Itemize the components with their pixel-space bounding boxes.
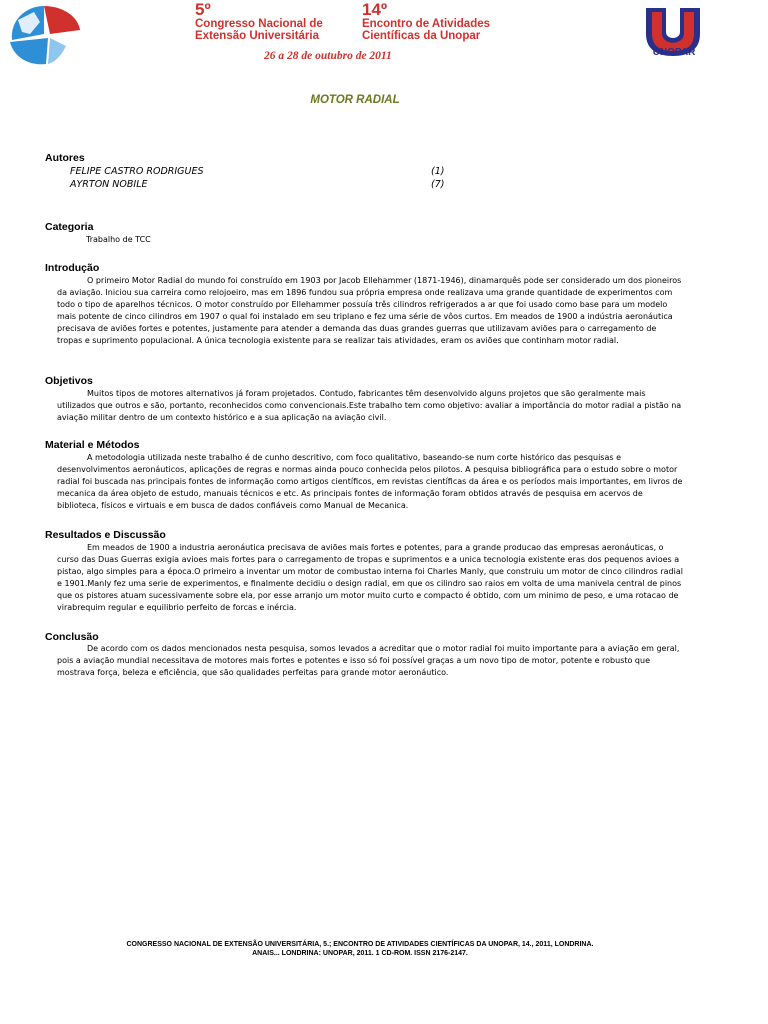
authors-heading: Autores <box>45 152 85 164</box>
author-ref: (7) <box>431 179 445 190</box>
paper-title: MOTOR RADIAL <box>310 94 400 106</box>
section-body-resultados: Em meados de 1900 a industria aeronáutica precisava de aviões mais fortes e potentes, para a grande producao das empresas aeronáuticas, o curso das Duas Guerras exigia avioes mais fortes para o carregamento de tropas e suprimentos e a unica tecnologia existente eras dos pequenos avioes a pistao, algo simples para a época.O primeiro a inventar um motor de combustao interna foi Charles Manly, que construiu um motor de cinco cilindros radial e 1901.Manly fez uma serie de experimentos, e finalmente decidiu o design radial, em que os cilindro sao raios em volta de uma manivela central de pinos que os pistores atuam sucessivamente sobre ela, por esse arranjo um motor muito curto e compacto é obtido, com um minimo de peso, e uma rotacao de virabrequim regular e equilibrio perfeito de forcas e inércia. <box>57 543 683 612</box>
footer-line-2: ANAIS... LONDRINA: UNOPAR, 2011. 1 CD-ROM. ISSN 2176-2147. <box>252 950 468 957</box>
encontro-line-1: Encontro de Atividades <box>362 18 491 30</box>
congress-line-2: Extensão Universitária <box>195 30 320 42</box>
page-header <box>0 0 768 80</box>
section-heading-conclusao: Conclusão <box>45 631 99 643</box>
section-heading-resultados: Resultados e Discussão <box>45 529 166 541</box>
section-heading-material-metodos: Material e Métodos <box>45 439 140 451</box>
congress-number: 5º <box>195 0 211 19</box>
congress-block <box>195 2 335 42</box>
author-ref: (1) <box>431 166 445 177</box>
section-body-material-metodos: A metodologia utilizada neste trabalho é de cunho descritivo, com foco qualitativo, baseando-se num corte histórico das pesquisas e desenvolvimentos aeronáuticos, aplicações de regras e normas ainda pouco conhecida pelos pilotos. A pesquisa bibliográfica para o estudo sobre o motor radial foi buscada nas principais fontes de informação como artigos científicos, em revistas científicas da área e os períodos mais importantes, em livros de mecanica da área objeto de estudo, manuais técnicos e etc. As principais fontes de informação foram obtidos através de pesquisa em acervos de biblioteca, físicos e virtuais e em busca de dados confiáveis como Manual de Mecanica. <box>57 453 683 510</box>
section-heading-introducao: Introdução <box>45 262 100 274</box>
section-body-objetivos: Muitos tipos de motores alternativos já foram projetados. Contudo, fabricantes têm desenvolvido alguns projetos que são geralmente mais utilizados que outros e são, portanto, reconhecidos como convencionais.Este trabalho tem como objetivo: avaliar a importância do motor radial a pistão na aviação militar dentro de um contexto histórico e a sua aplicação na aviação civil. <box>57 389 682 422</box>
section-heading-objetivos: Objetivos <box>45 375 93 387</box>
congress-logo-icon <box>4 0 82 66</box>
encontro-line-2: Científicas da Unopar <box>362 30 481 42</box>
footer-line-1: CONGRESSO NACIONAL DE EXTENSÃO UNIVERSITÁRIA, 5.; ENCONTRO DE ATIVIDADES CIENTÍFICAS DA UNOPAR, 14., 2011, LONDRINA. <box>126 941 594 948</box>
author-name: AYRTON NOBILE <box>70 179 148 190</box>
section-body-introducao: O primeiro Motor Radial do mundo foi construído em 1903 por Jacob Ellehammer (1871-1946), dinamarquês pode ser considerado um dos pioneiros da aviação. Iniciou sua carreira como relojoeiro, mas em 1896 fundou sua própria empresa onde realizava uma grande quantidade de experimentos com todo o tipo de aparelhos técnicos. O motor construído por Ellehammer possuía três cilindros refrigerados a ar que foi usado como base para um modelo mais potente de cinco cilindros em 1907 o qual foi instalado em seu triplano e fez uma série de vôos curtos. Em meados de 1900 a indústria aeronáutica precisava de aviões fortes e potentes, justamente para atender a demanda das duas grandes guerras que utilizavam aviões para o carregamento de tropas e suprimento populacional. A única tecnologia existente para se realizar tais atividades, eram os aviões que continham motor radial. <box>57 276 682 345</box>
page-footer <box>60 940 660 958</box>
category-heading: Categoria <box>45 221 94 233</box>
encontro-block <box>362 2 522 42</box>
encontro-number: 14º <box>362 0 388 19</box>
category-value: Trabalho de TCC <box>86 235 151 244</box>
event-dates: 26 a 28 de outubro de 2011 <box>264 50 392 62</box>
section-body-conclusao: De acordo com os dados mencionados nesta pesquisa, somos levados a acreditar que o motor radial foi muito importante para a aviação em geral, pois a aviação mundial necessitava de motores mais fortes e potentes e isso só foi possível graças a um novo tipo de motor, potente e robusto que mostrava força, beleza e eficiência, que são qualidades perfeitas para grande motor aeronáutico. <box>57 644 680 677</box>
unopar-logo-text: UNOPAR <box>652 47 696 58</box>
congress-line-1: Congresso Nacional de <box>195 18 323 30</box>
author-name: FELIPE CASTRO RODRIGUES <box>70 166 204 177</box>
